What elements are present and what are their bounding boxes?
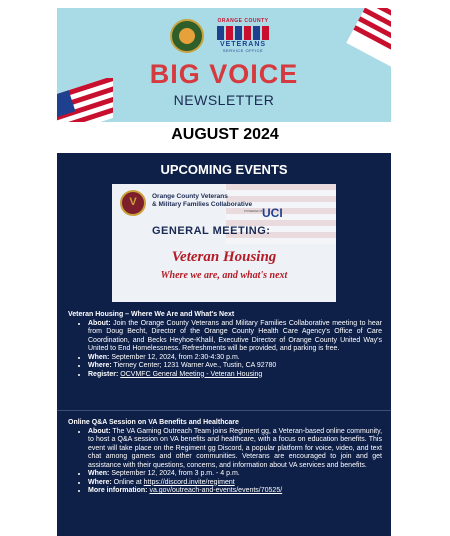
event-divider bbox=[57, 410, 391, 411]
banner-org-name: Orange County Veterans & Military Families Collaborative bbox=[152, 193, 253, 208]
banner-powered-by: POWERED BY bbox=[244, 209, 265, 213]
event-title: Online Q&A Session on VA Benefits and Healthcare bbox=[68, 419, 239, 426]
banner-headline: Veteran Housing bbox=[171, 249, 277, 265]
banner-subline: Where we are, and what's next bbox=[160, 270, 288, 281]
newsletter-subtitle: NEWSLETTER bbox=[173, 92, 275, 108]
event-banner-image bbox=[112, 184, 336, 302]
event-about: • About: The VA Gaming Outreach Team joins Regiment gg, a Veteran-based online community, to host a Q&A session on VA benefits and healthcare, with a focus on education benefits. This event will take place on the Regiment gg Discord, a popular platform for voice, video, and text chat among gamers and other communities. Veterans are encouraged to join and get assistance with their questions, concerns, and information about VA services and benefits. bbox=[88, 428, 382, 471]
event-item bbox=[68, 311, 382, 379]
upcoming-events-section bbox=[57, 153, 391, 536]
vso-county-text: ORANGE COUNTY bbox=[217, 18, 269, 24]
event-more-info: • More information: va.gov/outreach-and-events/events/70525/ bbox=[88, 487, 382, 496]
newsletter-title: BIG VOICE bbox=[149, 59, 299, 89]
uci-logo: UCI bbox=[262, 206, 283, 220]
issue-month: AUGUST 2024 bbox=[171, 126, 279, 143]
vso-flag-bars-icon bbox=[214, 26, 272, 40]
newsletter-header bbox=[57, 8, 391, 122]
event-where: • Where: Tierney Center; 1231 Warner Ave., Tustin, CA 92780 bbox=[88, 362, 382, 371]
vso-veterans-text: VETERANS bbox=[219, 41, 267, 48]
event-item bbox=[68, 419, 382, 496]
event-title: Veteran Housing – Where We Are and What's Next bbox=[68, 311, 235, 318]
event-about: • About: Join the Orange County Veterans and Military Families Collaborative meeting to hear from Doug Becht, Director of the Orange County Health Care Agency's Office of Care Coordination, and Becks Heyhoe-Khalil, Executive Director of Orange County United Way's United to End Homelessness. Refreshments will be provided, and parking is free. bbox=[88, 320, 382, 354]
register-link[interactable]: OCVMFC General Meeting - Veteran Housing bbox=[120, 370, 263, 378]
event-register: • Register: OCVMFC General Meeting - Veteran Housing bbox=[88, 371, 382, 380]
more-info-link[interactable]: va.gov/outreach-and-events/events/70525/ bbox=[149, 487, 283, 494]
county-seal-logo bbox=[170, 19, 204, 53]
section-title: UPCOMING EVENTS bbox=[160, 162, 288, 177]
vso-logo bbox=[209, 18, 277, 56]
event-where: • Where: Online at https://discord.invite/regiment bbox=[88, 479, 382, 488]
event-when: • When: September 12, 2024, from 3 p.m. - 4 p.m. bbox=[88, 470, 382, 479]
vso-service-text: SERVICE OFFICE bbox=[222, 48, 264, 53]
event-when: • When: September 12, 2024, from 2:30-4:30 p.m. bbox=[88, 354, 382, 363]
banner-general-meeting: GENERAL MEETING: bbox=[152, 225, 271, 237]
collaborative-emblem-icon: V bbox=[120, 190, 146, 216]
discord-link[interactable]: https://discord.invite/regiment bbox=[143, 478, 235, 486]
